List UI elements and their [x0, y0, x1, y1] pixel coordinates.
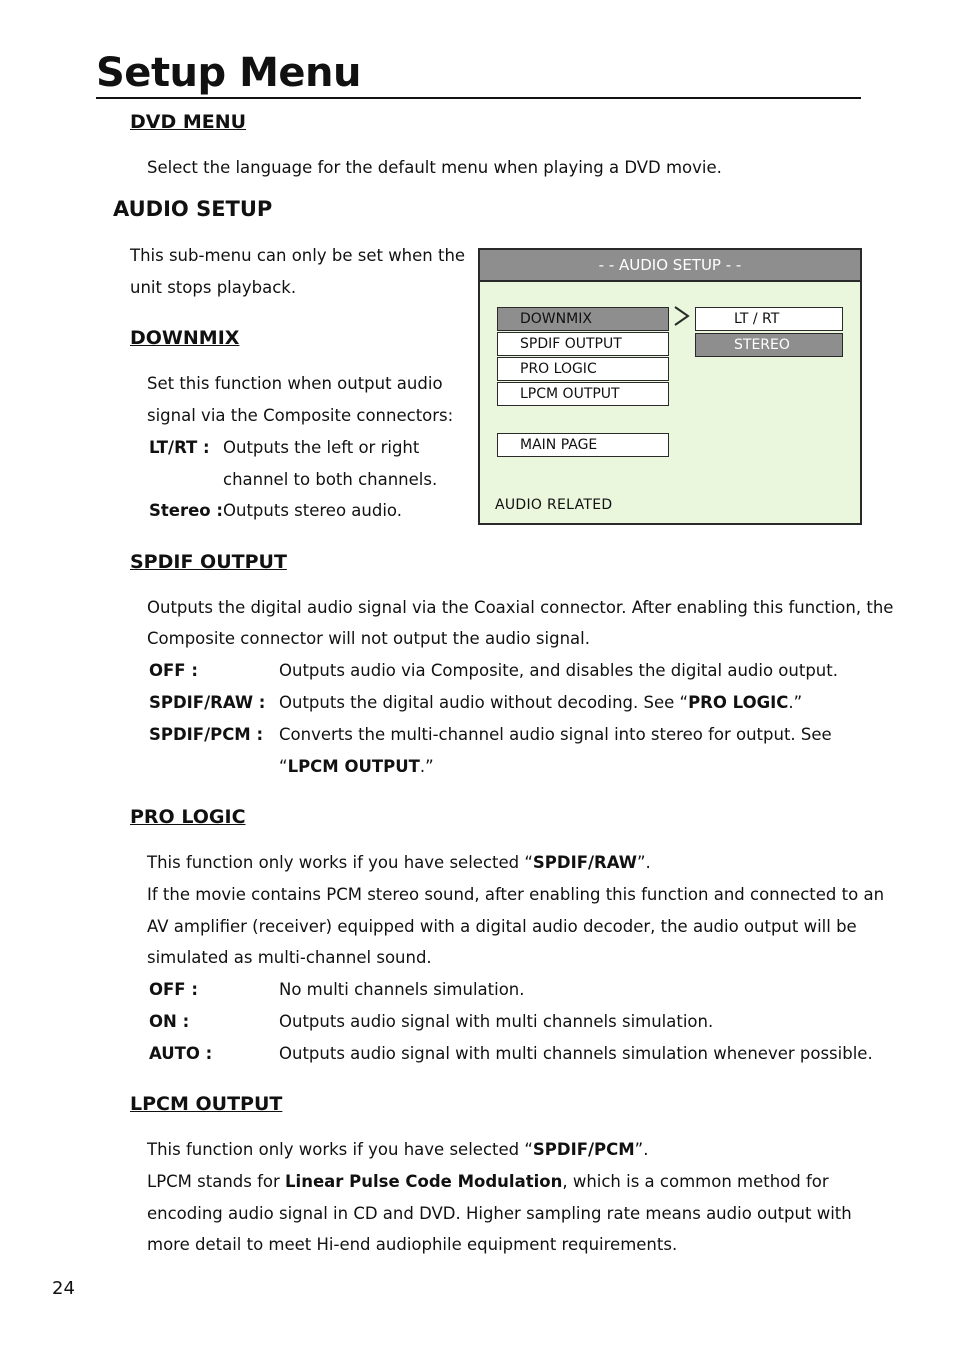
lpcm-line3: encoding audio signal in CD and DVD. Higher sampling rate means audio output with	[147, 1204, 852, 1223]
dvd-menu-text: Select the language for the default menu when playing a DVD movie.	[147, 158, 722, 177]
audio-setup-intro-line1: This sub-menu can only be set when the	[130, 246, 466, 265]
prologic-off-desc: No multi channels simulation.	[279, 980, 525, 999]
spdif-off-row	[149, 655, 849, 687]
spdif-pcm-desc: Converts the multi-channel audio signal into stereo for output. See	[279, 725, 832, 744]
osd-menu-pro-logic: PRO LOGIC	[497, 357, 669, 381]
prologic-heading: PRO LOGIC	[130, 806, 246, 828]
ltrt-label: LT/RT :	[149, 438, 210, 457]
prologic-off-label: OFF :	[149, 980, 198, 999]
osd-footer: AUDIO RELATED	[495, 497, 613, 513]
spdif-raw-label: SPDIF/RAW :	[149, 693, 266, 712]
prologic-auto-row	[149, 1038, 873, 1070]
osd-header: - - AUDIO SETUP - -	[480, 250, 860, 282]
downmix-line1: Set this function when output audio	[147, 374, 443, 393]
prologic-on-label: ON :	[149, 1012, 190, 1031]
spdif-heading: SPDIF OUTPUT	[130, 551, 287, 573]
audio-setup-intro-line2: unit stops playback.	[130, 278, 297, 297]
ltrt-desc-line2: channel to both channels.	[223, 470, 438, 489]
lpcm-line1: This function only works if you have selected “SPDIF/PCM”.	[147, 1140, 649, 1159]
lpcm-line2: LPCM stands for Linear Pulse Code Modulation, which is a common method for	[147, 1172, 829, 1191]
audio-setup-osd-screen	[478, 248, 862, 525]
prologic-auto-label: AUTO :	[149, 1044, 213, 1063]
downmix-ltrt-row	[149, 432, 469, 464]
audio-setup-heading: AUDIO SETUP	[113, 197, 273, 221]
chevron-right-icon	[672, 304, 692, 328]
page-title: Setup Menu	[96, 50, 361, 96]
lpcm-heading: LPCM OUTPUT	[130, 1093, 283, 1115]
osd-menu-main-page: MAIN PAGE	[497, 433, 669, 457]
spdif-line2: Composite connector will not output the audio signal.	[147, 629, 590, 648]
spdif-off-desc: Outputs audio via Composite, and disables the digital audio output.	[279, 661, 838, 680]
stereo-desc: Outputs stereo audio.	[223, 501, 402, 520]
spdif-pcm-row	[149, 719, 849, 751]
spdif-pcm-label: SPDIF/PCM :	[149, 725, 264, 744]
lpcm-line4: more detail to meet Hi-end audiophile equipment requirements.	[147, 1235, 678, 1254]
prologic-off-row	[149, 974, 859, 1006]
osd-menu-lpcm-output: LPCM OUTPUT	[497, 382, 669, 406]
downmix-stereo-row	[149, 495, 469, 527]
osd-option-ltrt: LT / RT	[695, 307, 843, 331]
prologic-auto-desc: Outputs audio signal with multi channels simulation whenever possible.	[279, 1044, 873, 1063]
downmix-line2: signal via the Composite connectors:	[147, 406, 454, 425]
ltrt-desc-line1: Outputs the left or right	[223, 438, 420, 457]
downmix-heading: DOWNMIX	[130, 327, 240, 349]
prologic-line2: If the movie contains PCM stereo sound, after enabling this function and connected to an	[147, 885, 885, 904]
prologic-line4: simulated as multi-channel sound.	[147, 948, 432, 967]
spdif-raw-desc: Outputs the digital audio without decoding. See “PRO LOGIC.”	[279, 693, 803, 712]
dvd-menu-heading: DVD MENU	[130, 111, 247, 133]
osd-menu-spdif-output: SPDIF OUTPUT	[497, 332, 669, 356]
spdif-line1: Outputs the digital audio signal via the Coaxial connector. After enabling this function, the	[147, 598, 894, 617]
stereo-label: Stereo :	[149, 501, 223, 520]
prologic-on-row	[149, 1006, 859, 1038]
title-divider	[96, 97, 861, 99]
spdif-raw-row	[149, 687, 849, 719]
spdif-off-label: OFF :	[149, 661, 198, 680]
prologic-line1: This function only works if you have selected “SPDIF/RAW”.	[147, 853, 651, 872]
osd-menu-downmix: DOWNMIX	[497, 307, 669, 331]
page-number: 24	[52, 1278, 75, 1299]
prologic-line3: AV amplifier (receiver) equipped with a digital audio decoder, the audio output will be	[147, 917, 857, 936]
osd-option-stereo: STEREO	[695, 333, 843, 357]
spdif-pcm-desc-line2: “LPCM OUTPUT.”	[279, 757, 434, 776]
prologic-on-desc: Outputs audio signal with multi channels simulation.	[279, 1012, 714, 1031]
